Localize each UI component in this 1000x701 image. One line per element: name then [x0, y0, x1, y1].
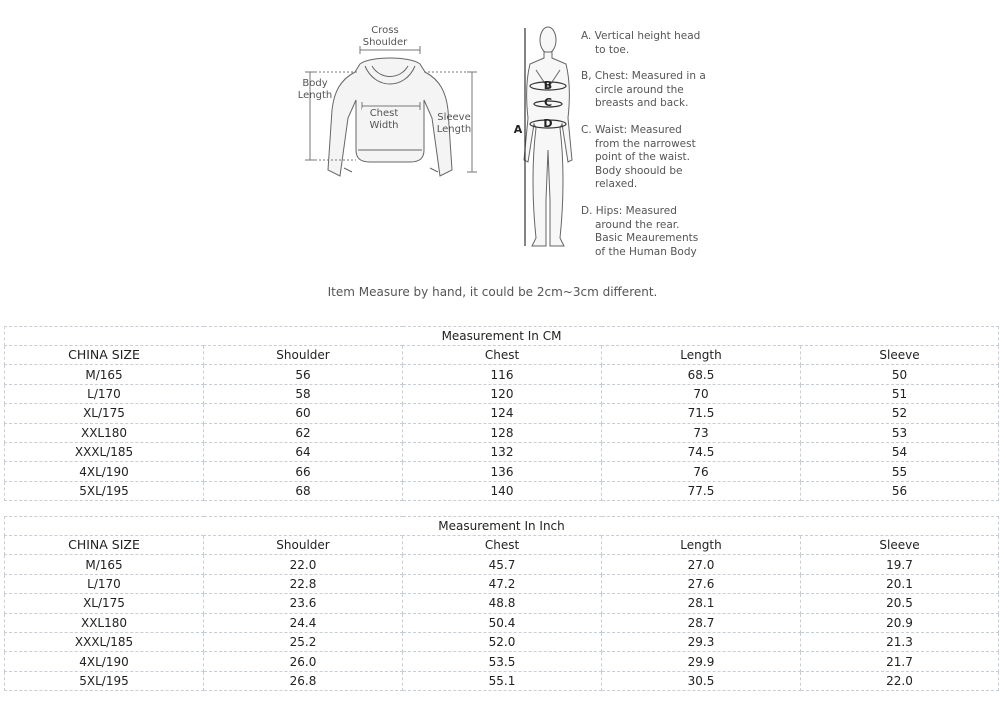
table-row [5, 462, 999, 481]
header-row [5, 346, 999, 365]
definition-b: B, Chest: Measured in a circle around the breasts and back. [581, 70, 706, 109]
cell-size: XXXL/185 [5, 632, 204, 651]
cell-chest: 136 [403, 462, 602, 481]
definition-a: A. Vertical height head to toe. [581, 30, 701, 56]
cell-chest: 53.5 [403, 652, 602, 671]
cell-length: 27.0 [602, 555, 801, 574]
cell-chest: 128 [403, 423, 602, 442]
sleeve-length-label: Sleeve Length [436, 112, 472, 135]
cell-shoulder: 64 [204, 442, 403, 461]
cell-shoulder: 26.8 [204, 671, 403, 690]
cell-shoulder: 60 [204, 404, 403, 423]
cell-chest: 45.7 [403, 555, 602, 574]
cell-length: 74.5 [602, 442, 801, 461]
header-length: Length [602, 346, 801, 365]
cell-size: L/170 [5, 384, 204, 403]
header-sleeve: Sleeve [801, 346, 999, 365]
cell-sleeve: 55 [801, 462, 999, 481]
table-caption: Measurement In Inch [5, 517, 999, 536]
cell-shoulder: 62 [204, 423, 403, 442]
header-row [5, 536, 999, 555]
marker-a: A [513, 123, 523, 136]
cell-length: 70 [602, 384, 801, 403]
cell-sleeve: 20.9 [801, 613, 999, 632]
definition-d: D. Hips: Measured around the rear. Basic Meaurements of the Human Body [581, 205, 699, 258]
cell-chest: 116 [403, 365, 602, 384]
header-shoulder: Shoulder [204, 346, 403, 365]
body-length-label: Body Length [297, 78, 333, 101]
cell-size: 4XL/190 [5, 652, 204, 671]
cell-sleeve: 20.5 [801, 594, 999, 613]
marker-c: C [543, 96, 553, 109]
cell-size: XXL180 [5, 613, 204, 632]
table-caption: Measurement In CM [5, 327, 999, 346]
cell-length: 68.5 [602, 365, 801, 384]
header-sleeve: Sleeve [801, 536, 999, 555]
cell-length: 77.5 [602, 481, 801, 500]
cell-length: 28.1 [602, 594, 801, 613]
cell-shoulder: 56 [204, 365, 403, 384]
cell-chest: 140 [403, 481, 602, 500]
cell-chest: 52.0 [403, 632, 602, 651]
cell-length: 76 [602, 462, 801, 481]
cell-shoulder: 68 [204, 481, 403, 500]
table-row [5, 594, 999, 613]
cross-shoulder-label: Cross Shoulder [362, 25, 408, 48]
marker-b: B [543, 79, 553, 92]
cell-sleeve: 19.7 [801, 555, 999, 574]
size-table-inch [4, 516, 999, 691]
table-row [5, 442, 999, 461]
table-row [5, 481, 999, 500]
cell-shoulder: 22.8 [204, 574, 403, 593]
cell-sleeve: 21.7 [801, 652, 999, 671]
cell-sleeve: 56 [801, 481, 999, 500]
definition-c: C. Waist: Measured from the narrowest point of the waist. Body shoould be relaxed. [581, 124, 696, 190]
header-length: Length [602, 536, 801, 555]
header-china-size: CHINA SIZE [5, 346, 204, 365]
cell-size: XL/175 [5, 594, 204, 613]
table-row [5, 423, 999, 442]
header-chest: Chest [403, 536, 602, 555]
cell-size: XXL180 [5, 423, 204, 442]
cell-size: M/165 [5, 555, 204, 574]
cell-length: 30.5 [602, 671, 801, 690]
cell-size: XXXL/185 [5, 442, 204, 461]
cell-chest: 120 [403, 384, 602, 403]
cell-sleeve: 52 [801, 404, 999, 423]
size-table-cm [4, 326, 999, 501]
chest-width-label: Chest Width [362, 108, 406, 132]
table-row [5, 632, 999, 651]
cell-size: 4XL/190 [5, 462, 204, 481]
cell-sleeve: 21.3 [801, 632, 999, 651]
header-shoulder: Shoulder [204, 536, 403, 555]
cell-size: 5XL/195 [5, 671, 204, 690]
table-row [5, 365, 999, 384]
illustration-graphics [0, 0, 1000, 320]
cell-size: XL/175 [5, 404, 204, 423]
cell-sleeve: 51 [801, 384, 999, 403]
cell-shoulder: 22.0 [204, 555, 403, 574]
cell-shoulder: 25.2 [204, 632, 403, 651]
cell-length: 71.5 [602, 404, 801, 423]
cell-chest: 48.8 [403, 594, 602, 613]
cell-chest: 50.4 [403, 613, 602, 632]
table-row [5, 652, 999, 671]
cell-sleeve: 50 [801, 365, 999, 384]
table-row [5, 671, 999, 690]
cell-length: 29.3 [602, 632, 801, 651]
measurement-illustration [0, 0, 1000, 320]
cell-length: 28.7 [602, 613, 801, 632]
cell-sleeve: 20.1 [801, 574, 999, 593]
table-row [5, 574, 999, 593]
cell-size: 5XL/195 [5, 481, 204, 500]
cell-length: 29.9 [602, 652, 801, 671]
table-row [5, 384, 999, 403]
cell-shoulder: 66 [204, 462, 403, 481]
header-chest: Chest [403, 346, 602, 365]
cell-size: L/170 [5, 574, 204, 593]
cell-shoulder: 26.0 [204, 652, 403, 671]
body-figure [524, 27, 572, 246]
cell-chest: 132 [403, 442, 602, 461]
table-row [5, 613, 999, 632]
cell-shoulder: 58 [204, 384, 403, 403]
header-china-size: CHINA SIZE [5, 536, 204, 555]
cell-length: 73 [602, 423, 801, 442]
cell-shoulder: 23.6 [204, 594, 403, 613]
table-row [5, 555, 999, 574]
cell-sleeve: 22.0 [801, 671, 999, 690]
cell-sleeve: 54 [801, 442, 999, 461]
cell-sleeve: 53 [801, 423, 999, 442]
measurement-note: Item Measure by hand, it could be 2cm~3cm different. [327, 285, 658, 299]
cell-shoulder: 24.4 [204, 613, 403, 632]
table-row [5, 404, 999, 423]
cell-chest: 124 [403, 404, 602, 423]
cell-length: 27.6 [602, 574, 801, 593]
cell-size: M/165 [5, 365, 204, 384]
marker-d: D [543, 117, 553, 130]
cell-chest: 47.2 [403, 574, 602, 593]
cell-chest: 55.1 [403, 671, 602, 690]
